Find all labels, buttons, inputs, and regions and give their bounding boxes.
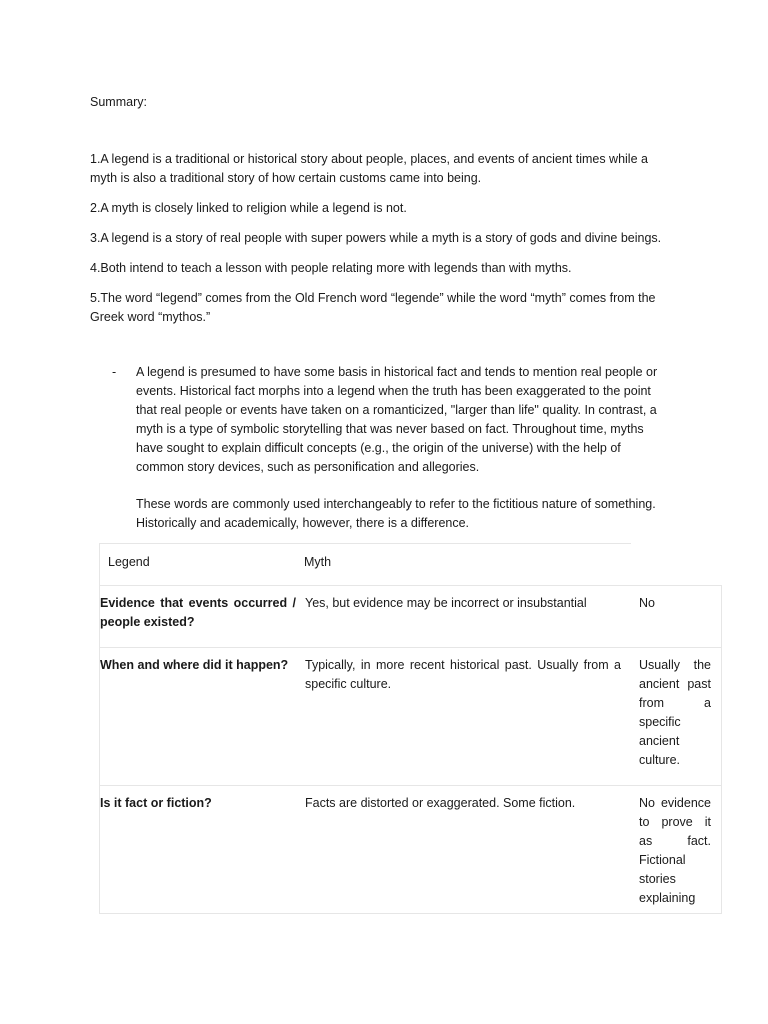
- summary-heading: Summary:: [90, 95, 147, 109]
- row-question: Evidence that events occurred / people existed?: [100, 596, 296, 629]
- row-myth-answer: No evidence to prove it as fact. Fictional stories explaining: [639, 796, 711, 905]
- summary-list: [90, 150, 670, 338]
- summary-item-5: 5.The word “legend” comes from the Old French word “legende” while the word “myth” comes from the Greek word “mythos.”: [90, 291, 656, 324]
- bullet-paragraph-1: A legend is presumed to have some basis in historical fact and tends to mention real people or events. Historical fact morphs into a legend when the truth has been exaggerated to the point that real people or events have taken on a romanticized, "larger than life" quality. In contrast, a myth is a type of symbolic storytelling that was never based on fact. Throughout time, myths have sought to explain difficult concepts (e.g., the origin of the universe) with the help of common story devices, such as personification and allegories.: [136, 365, 658, 474]
- header-myth: Myth: [304, 555, 332, 569]
- row-question: Is it fact or fiction?: [100, 796, 212, 810]
- bullet-text: [136, 363, 672, 533]
- row-legend-answer: Yes, but evidence may be incorrect or insubstantial: [305, 596, 587, 610]
- table-row: [99, 785, 722, 914]
- row-question: When and where did it happen?: [100, 658, 289, 672]
- bullet-paragraph-2: These words are commonly used interchangeably to refer to the fictitious nature of something. Historically and academically, however, there is a difference.: [136, 497, 656, 530]
- header-legend: Legend: [108, 555, 150, 569]
- table-header-row: [99, 543, 631, 585]
- summary-item-1: 1.A legend is a traditional or historical story about people, places, and events of ancient times while a myth is also a traditional story of how certain customs came into being.: [90, 152, 648, 185]
- summary-item-3: 3.A legend is a story of real people with super powers while a myth is a story of gods and divine beings.: [90, 231, 662, 245]
- comparison-table: [99, 543, 722, 914]
- row-legend-answer: Facts are distorted or exaggerated. Some fiction.: [305, 796, 576, 810]
- table-row: [99, 585, 722, 647]
- row-legend-answer: Typically, in more recent historical past. Usually from a specific culture.: [305, 658, 621, 691]
- bullet-marker: -: [112, 365, 117, 379]
- summary-item-4: 4.Both intend to teach a lesson with people relating more with legends than with myths.: [90, 261, 572, 275]
- row-myth-answer: No: [639, 596, 655, 610]
- bullet-block: [112, 363, 672, 551]
- row-myth-answer: Usually the ancient past from a specific ancient culture.: [639, 658, 711, 767]
- table-row: [99, 647, 722, 785]
- summary-item-2: 2.A myth is closely linked to religion while a legend is not.: [90, 201, 407, 215]
